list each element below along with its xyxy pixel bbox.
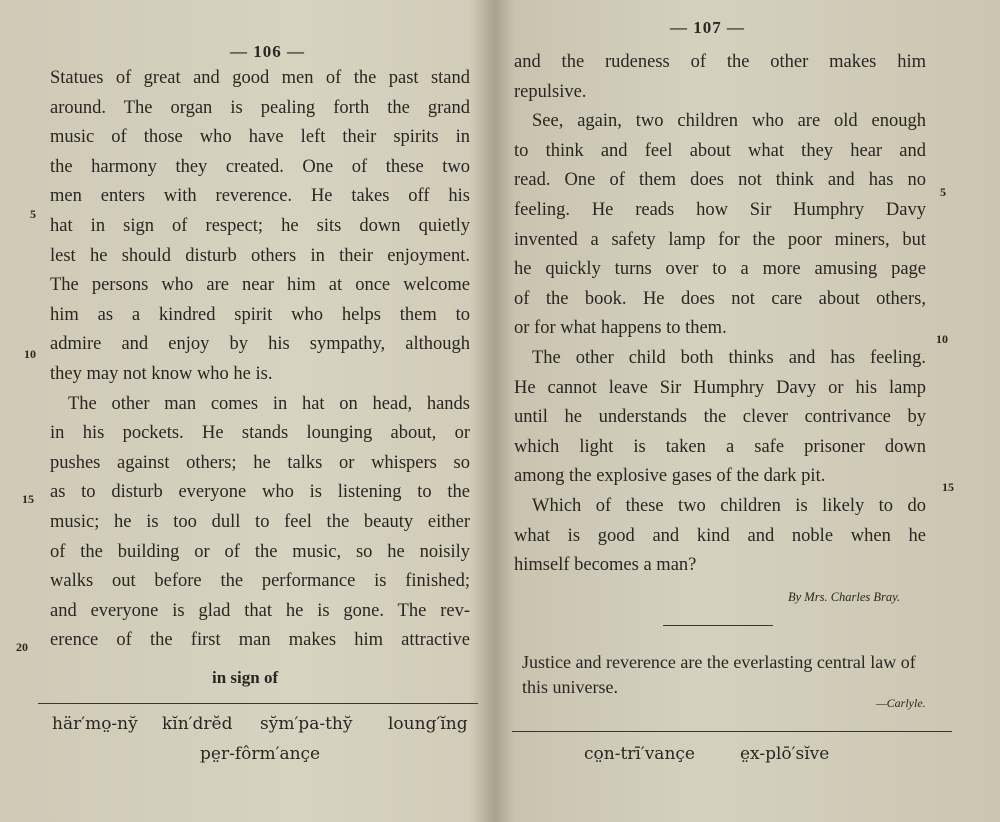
- vocab-word: co̤n-trī′vançe: [584, 744, 695, 764]
- line-number: 5: [940, 185, 946, 199]
- line-number: 5: [30, 207, 36, 221]
- text-line: Statues of great and good men of the past stand: [50, 68, 470, 88]
- text-line: around. The organ is pealing forth the grand: [50, 97, 470, 118]
- page-number: — 107 —: [670, 18, 745, 37]
- text-line: admire and enjoy by his sympathy, although: [50, 334, 470, 355]
- line-number: 10: [936, 332, 948, 346]
- page-number: — 106 —: [230, 42, 305, 61]
- text-line: or for what happens to them.: [514, 318, 727, 339]
- short-divider: [663, 625, 773, 626]
- left-page: [0, 0, 492, 822]
- text-line: of the book. He does not care about others,: [514, 288, 926, 309]
- text-line: erence of the first man makes him attractive: [50, 630, 470, 651]
- text-line: among the explosive gases of the dark pit.: [514, 466, 826, 487]
- text-line: men enters with reverence. He takes off his: [50, 186, 470, 207]
- vocab-word: pe̤r-fôrm′ançe: [200, 744, 321, 764]
- text-line: The other man comes in hat on head, hands: [68, 393, 470, 414]
- right-page: [508, 0, 1000, 822]
- divider: [38, 703, 478, 704]
- text-line: he quickly turns over to a more amusing page: [514, 259, 926, 280]
- text-line: music; he is too dull to feel the beauty either: [50, 511, 470, 532]
- vocab-word: kĭn′drĕd: [162, 714, 233, 734]
- text-line: Which of these two children is likely to do: [532, 495, 926, 516]
- text-line: until he understands the clever contrivance by: [514, 407, 926, 428]
- line-number: 15: [942, 480, 954, 494]
- text-line: walks out before the performance is finished;: [50, 571, 470, 592]
- text-line: as to disturb everyone who is listening to the: [50, 482, 470, 503]
- line-number: 10: [24, 347, 36, 361]
- text-line: him as a kindred spirit who helps them to: [50, 304, 470, 325]
- author-credit: By Mrs. Charles Bray.: [788, 590, 901, 604]
- text-line: invented a safety lamp for the poor miners, but: [514, 229, 926, 250]
- quotation-source: —Carlyle.: [876, 696, 926, 710]
- text-line: of the building or of the music, so he noisily: [50, 541, 470, 562]
- text-line: and everyone is glad that he is gone. The rev-: [50, 600, 470, 621]
- text-line: repulsive.: [514, 81, 587, 102]
- text-line: feeling. He reads how Sir Humphry Davy: [514, 199, 926, 220]
- vocab-word: loung′ĭng: [388, 714, 468, 734]
- text-line: The persons who are near him at once welcome: [50, 275, 470, 296]
- text-line: what is good and kind and noble when he: [514, 525, 926, 546]
- quotation: Justice and reverence are the everlasting central law of this universe.: [522, 652, 916, 697]
- text-line: in his pockets. He stands lounging about, or: [50, 423, 470, 444]
- text-line: the harmony they created. One of these two: [50, 156, 470, 177]
- text-line: himself becomes a man?: [514, 555, 697, 576]
- page-body: [50, 64, 470, 656]
- text-line: to think and feel about what they hear and: [514, 140, 926, 161]
- text-line: pushes against others; he talks or whispers so: [50, 452, 470, 473]
- text-line: they may not know who he is.: [50, 363, 273, 384]
- vocab-word: e̤x-plō′sĭve: [740, 744, 830, 764]
- text-line: read. One of them does not think and has no: [514, 170, 926, 191]
- text-line: See, again, two children who are old enough: [532, 111, 926, 132]
- divider: [512, 731, 952, 732]
- page-body: [514, 48, 926, 581]
- phrase-heading: in sign of: [212, 668, 279, 687]
- text-line: hat in sign of respect; he sits down quietly: [50, 215, 470, 236]
- vocab-word: sy̆m′pa-thy̆: [260, 714, 353, 734]
- line-number: 15: [22, 492, 34, 506]
- line-number: 20: [16, 640, 28, 654]
- text-line: He cannot leave Sir Humphry Davy or his lamp: [514, 377, 926, 398]
- text-line: music of those who have left their spirits in: [50, 127, 470, 148]
- vocab-word: här′mo̤-ny̆: [52, 714, 138, 734]
- text-line: lest he should disturb others in their enjoyment.: [50, 245, 470, 266]
- text-line: The other child both thinks and has feeling.: [532, 347, 926, 368]
- text-line: and the rudeness of the other makes him: [514, 52, 926, 72]
- text-line: which light is taken a safe prisoner down: [514, 436, 926, 457]
